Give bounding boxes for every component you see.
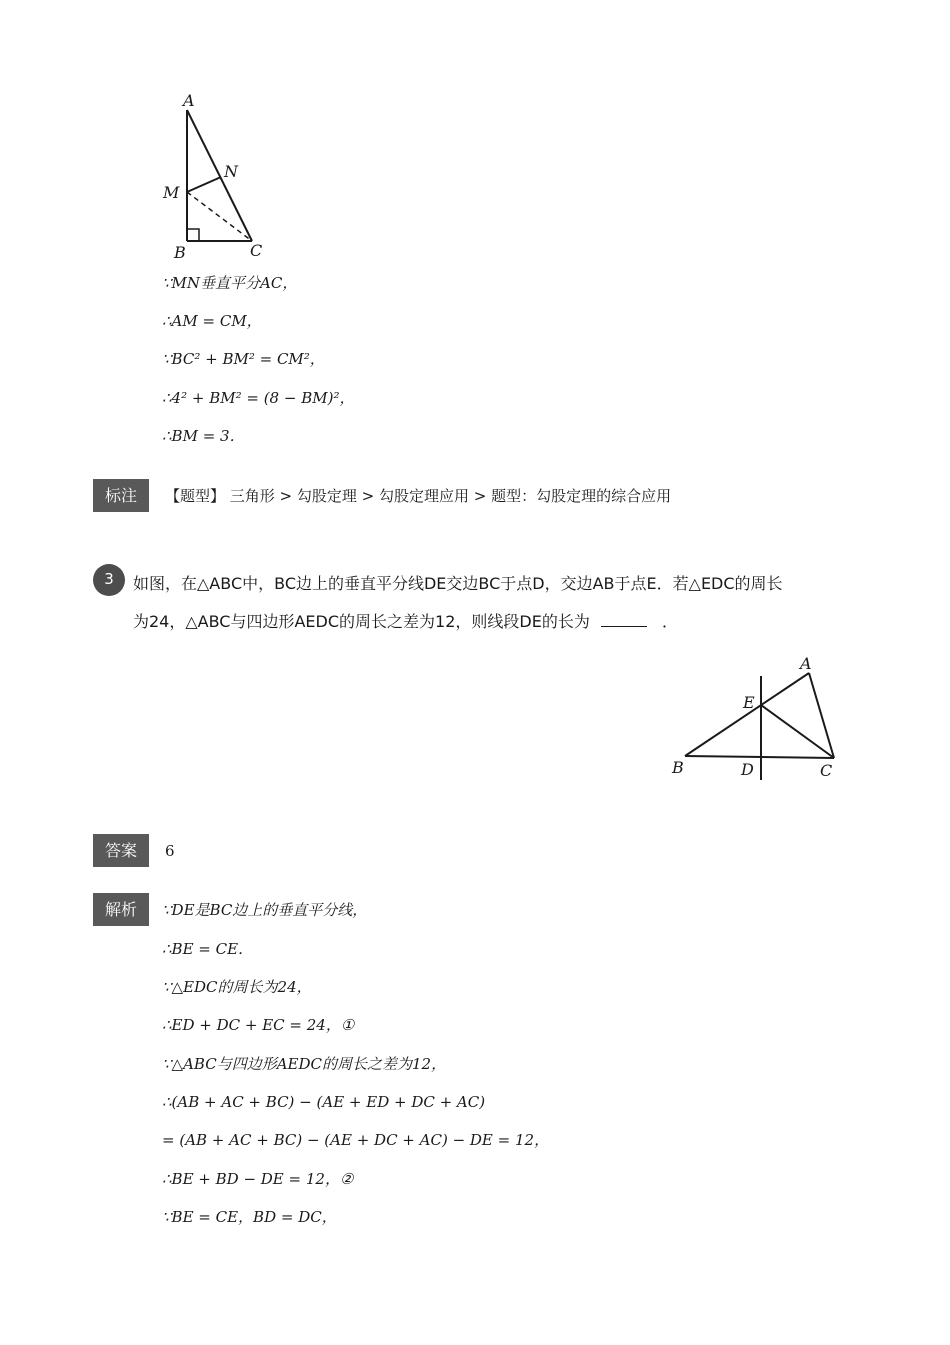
answer-value: 6 bbox=[165, 842, 175, 860]
question-line-1: 如图，在△ABC中，BC边上的垂直平分线DE交边BC于点D，交边AB于点E．若△EDC的周长 bbox=[133, 574, 783, 593]
solution-line-4: ∴4² + BM² = (8 − BM)²， bbox=[162, 389, 355, 407]
question-line-2-text: 为24，△ABC与四边形AEDC的周长之差为12，则线段DE的长为 bbox=[133, 612, 590, 631]
label-c: C bbox=[820, 761, 833, 780]
label-b: B bbox=[672, 758, 684, 777]
label-c: C bbox=[250, 241, 263, 260]
annotation-text: 【题型】 三角形 > 勾股定理 > 勾股定理应用 > 题型：勾股定理的综合应用 bbox=[165, 487, 672, 505]
question-line-2 bbox=[133, 611, 678, 633]
answer-tag: 答案 bbox=[93, 834, 149, 867]
label-n: N bbox=[224, 162, 238, 181]
question-line-2-end: ． bbox=[662, 612, 679, 631]
analysis-line-9: ∵BE = CE，BD = DC， bbox=[162, 1208, 337, 1226]
question-number-badge: 3 bbox=[93, 564, 125, 596]
label-a: A bbox=[183, 91, 195, 110]
solution-line-3: ∵BC² + BM² = CM²， bbox=[162, 350, 325, 368]
solution-line-1: ∵MN垂直平分AC， bbox=[162, 274, 298, 292]
label-d: D bbox=[741, 760, 754, 779]
analysis-line-7: = (AB + AC + BC) − (AE + DC + AC) − DE = 12， bbox=[162, 1131, 550, 1149]
solution-line-2: ∴AM = CM， bbox=[162, 312, 262, 330]
label-e: E bbox=[743, 693, 755, 712]
analysis-tag: 解析 bbox=[93, 893, 149, 926]
analysis-line-5: ∵△ABC与四边形AEDC的周长之差为12， bbox=[162, 1055, 447, 1073]
analysis-line-1: ∵DE是BC边上的垂直平分线， bbox=[162, 901, 368, 919]
figure-triangle-abc-mn bbox=[155, 88, 275, 268]
analysis-line-6: ∴(AB + AC + BC) − (AE + ED + DC + AC) bbox=[162, 1093, 486, 1111]
analysis-line-4: ∴ED + DC + EC = 24，① bbox=[162, 1016, 355, 1034]
label-b: B bbox=[174, 243, 186, 262]
label-a: A bbox=[800, 654, 812, 673]
analysis-line-2: ∴BE = CE． bbox=[162, 940, 254, 958]
annotation-tag: 标注 bbox=[93, 479, 149, 512]
analysis-line-8: ∴BE + BD − DE = 12，② bbox=[162, 1170, 354, 1188]
analysis-line-3: ∵△EDC的周长为24， bbox=[162, 978, 312, 996]
label-m: M bbox=[163, 183, 180, 202]
solution-line-5: ∴BM = 3． bbox=[162, 427, 245, 445]
figure-triangle-abc-de bbox=[665, 650, 850, 785]
answer-blank bbox=[601, 612, 647, 627]
